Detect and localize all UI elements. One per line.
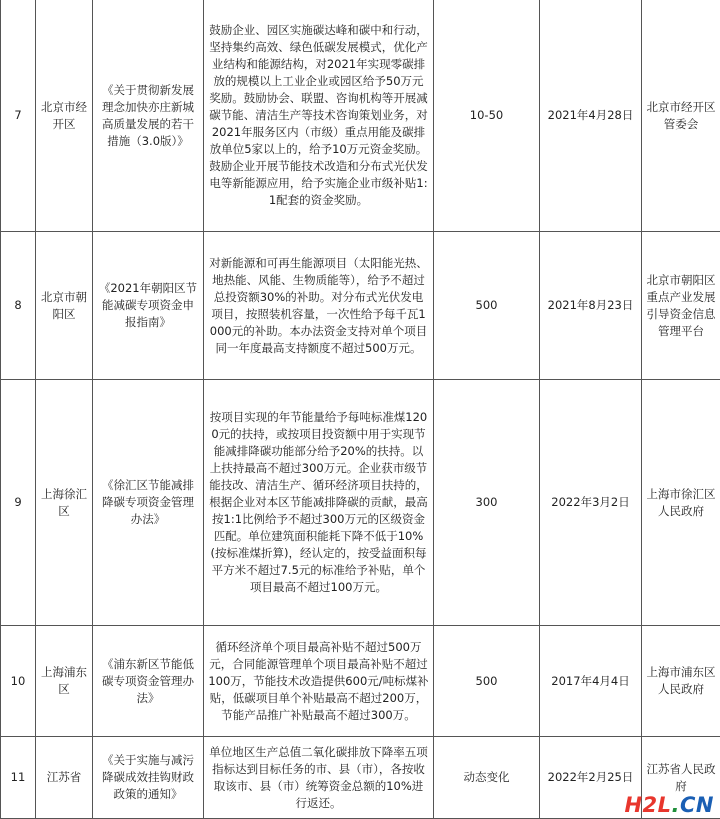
date-cell: 2022年3月2日 — [540, 380, 642, 626]
issuer-cell: 上海市徐汇区人民政府 — [642, 380, 720, 626]
date-cell: 2021年4月28日 — [540, 0, 642, 232]
row-number: 8 — [1, 232, 36, 380]
row-number: 10 — [1, 626, 36, 737]
amount-cell: 动态变化 — [434, 737, 540, 819]
watermark-part2: . — [671, 793, 680, 817]
issuer-cell: 北京市经开区管委会 — [642, 0, 720, 232]
policy-content-cell: 按项目实现的年节能量给予每吨标准煤1200元的扶持，或按项目投资额中用于实现节能减排降碳功能部分给予20%的扶持。以上扶持最高不超过300万元。企业获市级节能技改、清洁生产、循环经济项目扶持的，根据企业对本区节能减排降碳的贡献，最高按1:1比例给予不超过300万元的区级资金匹配。单位建筑面积能耗下降不低于10%(按标准煤折算)，经认定的，按受益面积每平方米不超过7.5元的标准给予补贴，单个项目最高不超过100万元。 — [204, 380, 434, 626]
policy-name-cell: 《徐汇区节能减排降碳专项资金管理办法》 — [93, 380, 204, 626]
region-cell: 北京市朝阳区 — [36, 232, 93, 380]
table-row — [1, 0, 720, 232]
row-number: 7 — [1, 0, 36, 232]
region-cell: 上海徐汇区 — [36, 380, 93, 626]
site-watermark-logo — [624, 793, 714, 817]
policy-content-cell: 循环经济单个项目最高补贴不超过500万元，合同能源管理单个项目最高补贴不超过100万，节能技术改造提供600元/吨标煤补贴，低碳项目单个补贴最高不超过200万，节能产品推广补贴最高不超过300万。 — [204, 626, 434, 737]
watermark-part3: CN — [680, 793, 714, 817]
table-row — [1, 626, 720, 737]
amount-cell: 300 — [434, 380, 540, 626]
policy-name-cell: 《关于实施与减污降碳成效挂钩财政政策的通知》 — [93, 737, 204, 819]
amount-cell: 10-50 — [434, 0, 540, 232]
policy-name-cell: 《浦东新区节能低碳专项资金管理办法》 — [93, 626, 204, 737]
amount-cell: 500 — [434, 232, 540, 380]
policy-content-cell: 对新能源和可再生能源项目（太阳能光热、地热能、风能、生物质能等），给予不超过总投资额30%的补助。对分布式光伏发电项目，按照装机容量，一次性给予每千瓦1000元的补助。本办法资金支持对单个项目同一年度最高支持额度不超过500万元。 — [204, 232, 434, 380]
policy-name-cell: 《2021年朝阳区节能减碳专项资金申报指南》 — [93, 232, 204, 380]
issuer-cell: 北京市朝阳区重点产业发展引导资金信息管理平台 — [642, 232, 720, 380]
issuer-cell: 江苏省人民政府 — [642, 737, 720, 819]
issuer-cell: 上海市浦东区人民政府 — [642, 626, 720, 737]
date-cell: 2021年8月23日 — [540, 232, 642, 380]
region-cell: 江苏省 — [36, 737, 93, 819]
date-cell: 2022年2月25日 — [540, 737, 642, 819]
region-cell: 上海浦东区 — [36, 626, 93, 737]
table-row — [1, 380, 720, 626]
table-row — [1, 232, 720, 380]
row-number: 9 — [1, 380, 36, 626]
row-number: 11 — [1, 737, 36, 819]
amount-cell: 500 — [434, 626, 540, 737]
watermark-part1: H2L — [624, 793, 672, 817]
region-cell: 北京市经开区 — [36, 0, 93, 232]
table-row — [1, 737, 720, 819]
date-cell: 2017年4月4日 — [540, 626, 642, 737]
policy-content-cell: 鼓励企业、园区实施碳达峰和碳中和行动，坚持集约高效、绿色低碳发展模式，优化产业结构和能源结构，对2021年实现零碳排放的规模以上工业企业或园区给予50万元奖励。鼓励协会、联盟、咨询机构等开展减碳节能、清洁生产等技术咨询策划业务，对2021年服务区内（市级）重点用能及碳排放单位5家以上的，给予10万元资金奖励。鼓励企业开展节能技术改造和分布式光伏发电等新能源应用，给予实施企业市级补贴1:1配套的资金奖励。 — [204, 0, 434, 232]
policy-content-cell: 单位地区生产总值二氧化碳排放下降率五项指标达到目标任务的市、县（市），各按收取该市、县（市）统筹资金总额的10%进行返还。 — [204, 737, 434, 819]
policy-name-cell: 《关于贯彻新发展理念加快亦庄新城高质量发展的若干措施（3.0版）》 — [93, 0, 204, 232]
